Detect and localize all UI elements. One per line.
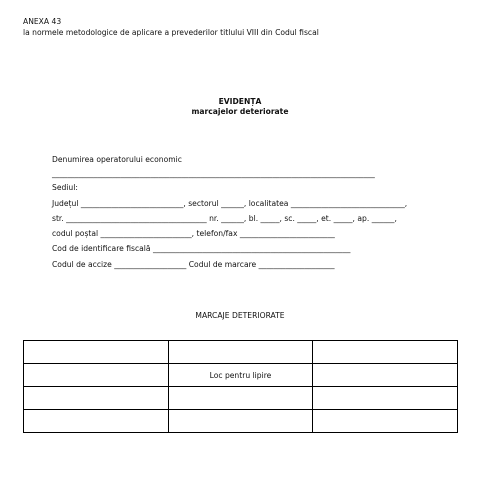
street-field-line[interactable]: str. _____________________________________ nr. ______, bl. _____, sc. _____, et. _____, ap. ______, [52,214,397,223]
table-row [24,364,458,387]
table-row [24,341,458,364]
operator-field[interactable]: _____________________________________________________________________________________ [52,169,375,178]
table-cell[interactable] [313,387,458,410]
operator-label: Denumirea operatorului economic [52,155,182,164]
table-cell[interactable] [24,364,169,387]
table-cell[interactable] [24,341,169,364]
excise-code-field-line[interactable]: Codul de accize ___________________ Codul de marcare ____________________ [52,260,335,269]
table-cell[interactable] [168,341,313,364]
annex-subtitle: la normele metodologice de aplicare a prevederilor titlului VIII din Codul fiscal [23,28,319,37]
table-cell[interactable] [168,410,313,433]
table-cell[interactable] [168,387,313,410]
section-title: MARCAJE DETERIORATE [195,311,285,320]
table-cell[interactable] [24,410,169,433]
document-subtitle: marcajelor deteriorate [191,107,289,116]
fiscal-code-field-line[interactable]: Cod de identificare fiscală ____________________________________________________ [52,244,351,253]
postal-field-line[interactable]: codul poștal ________________________, telefon/fax _________________________ [52,229,335,238]
table-cell-placeholder[interactable]: Loc pentru lipire [168,364,313,387]
damaged-marks-table [23,340,458,433]
table-cell[interactable] [24,387,169,410]
table-cell[interactable] [313,341,458,364]
table-row [24,387,458,410]
table-row [24,410,458,433]
annex-number: ANEXA 43 [23,17,62,26]
table-cell[interactable] [313,364,458,387]
sediul-label: Sediul: [52,183,78,192]
judet-field-line[interactable]: Județul ___________________________, sectorul ______, localitatea ______________________________, [52,199,408,208]
table-cell[interactable] [313,410,458,433]
document-title: EVIDENȚA [218,97,262,106]
